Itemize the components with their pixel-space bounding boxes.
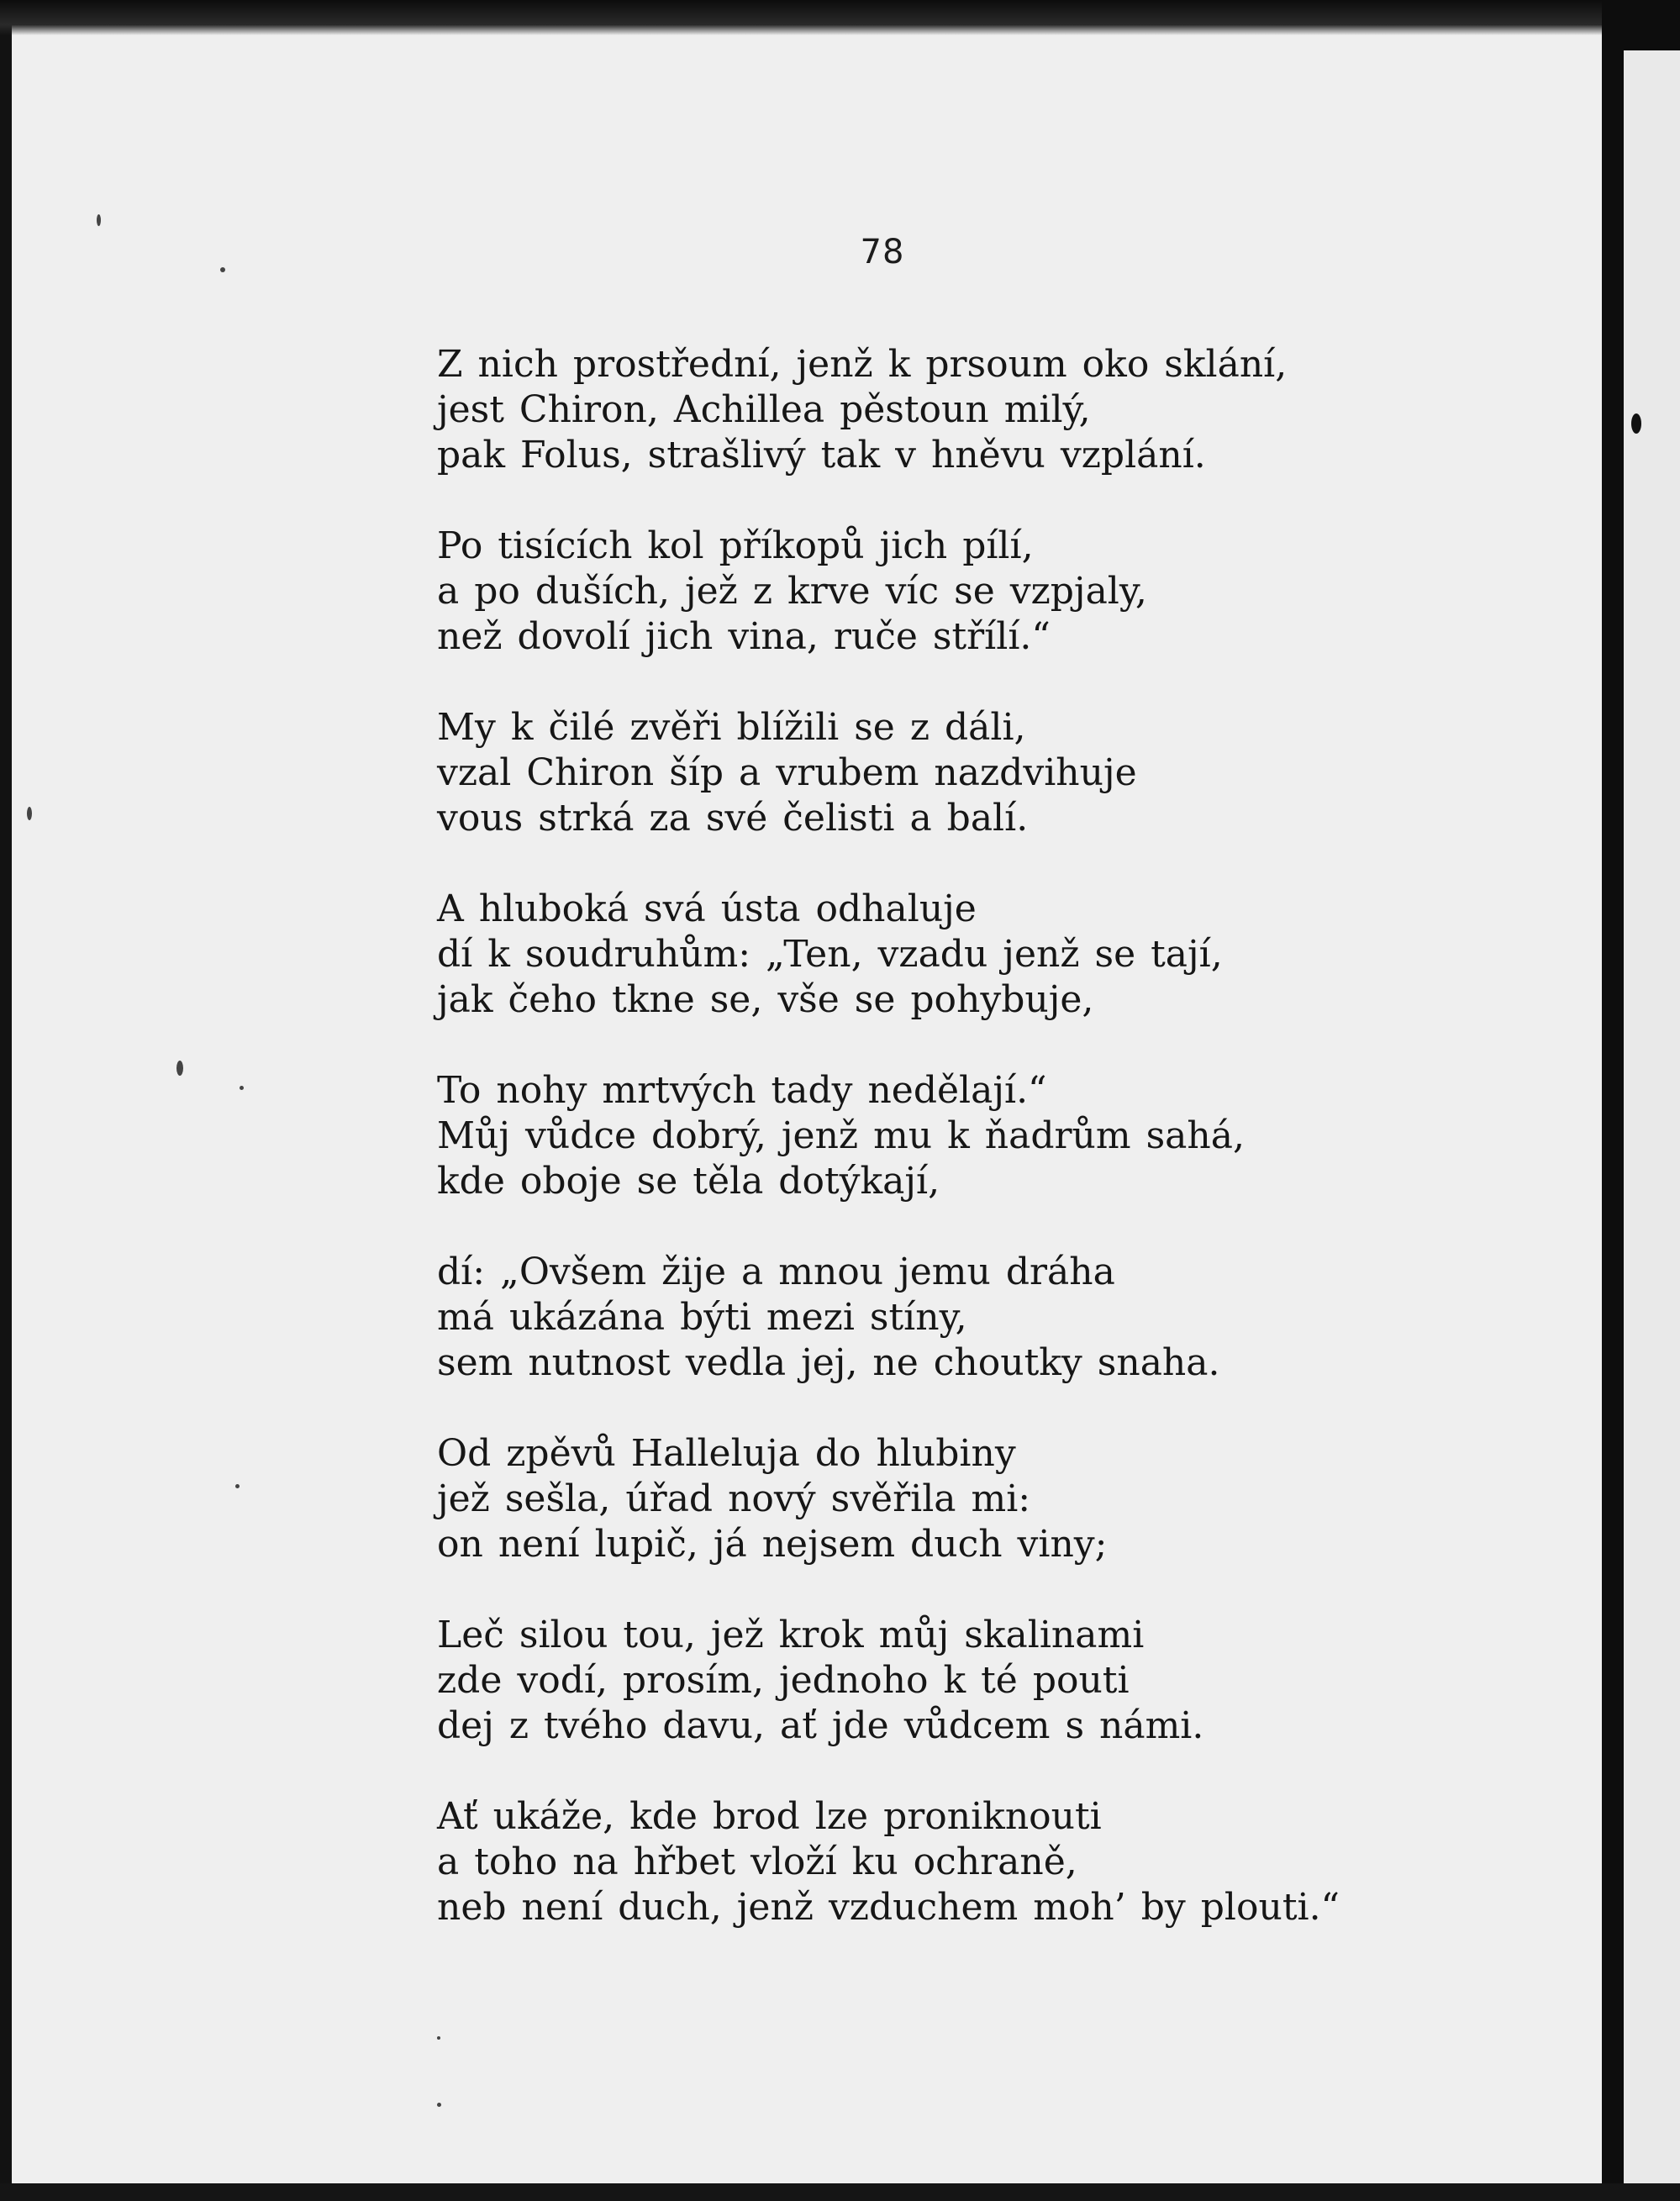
verse-line: To nohy mrtvých tady nedělají.“ <box>437 1069 1047 1112</box>
verse-line: Leč silou tou, jež krok můj skalinami <box>437 1614 1145 1656</box>
verse-line: Po tisících kol příkopů jich pílí, <box>437 524 1034 567</box>
verse-line: a toho na hřbet vloží ku ochraně, <box>437 1840 1077 1883</box>
next-page-strip <box>1624 50 1680 2201</box>
scan-speck <box>176 1061 183 1076</box>
stanza-9 <box>437 1794 1404 1930</box>
scan-speck <box>27 807 32 820</box>
page-number: 78 <box>860 233 905 271</box>
stanza-5 <box>437 1068 1404 1204</box>
verse-line: zde vodí, prosím, jednoho k té pouti <box>437 1659 1130 1702</box>
verse-line: Od zpěvů Halleluja do hlubiny <box>437 1432 1016 1475</box>
verse-line: Ať ukáže, kde brod lze proniknouti <box>437 1795 1102 1838</box>
verse-line: My k čilé zvěři blížili se z dáli, <box>437 706 1026 749</box>
stanza-8 <box>437 1613 1404 1749</box>
verse-line: A hluboká svá ústa odhaluje <box>437 887 977 930</box>
verse-line: vous strká za své čelisti a balí. <box>437 797 1029 840</box>
scan-speck <box>220 267 225 272</box>
stanza-6 <box>437 1250 1404 1386</box>
scan-speck <box>97 214 101 226</box>
verse-line: a po duších, jež z krve víc se vzpjaly, <box>437 570 1147 613</box>
scan-speck <box>235 1484 240 1488</box>
verse-line: jest Chiron, Achillea pěstoun milý, <box>437 388 1091 431</box>
scan-speck <box>1631 413 1641 434</box>
verse-line: dí: „Ovšem žije a mnou jemu dráha <box>437 1251 1115 1293</box>
stanza-7 <box>437 1431 1404 1567</box>
verse-line: pak Folus, strašlivý tak v hněvu vzplání. <box>437 434 1206 477</box>
verse-line: dí k soudruhům: „Ten, vzadu jenž se tají, <box>437 933 1223 976</box>
verse-line: jež sešla, úřad nový svěřila mi: <box>437 1477 1031 1520</box>
stanza-4 <box>437 887 1404 1023</box>
stanza-2 <box>437 524 1404 660</box>
poem-text <box>437 342 1404 1976</box>
scan-speck <box>240 1086 244 1090</box>
verse-line: kde oboje se těla dotýkají, <box>437 1160 940 1203</box>
stanza-1 <box>437 342 1404 478</box>
stanza-3 <box>437 705 1404 841</box>
page-top-edge <box>0 0 1680 35</box>
scan-speck <box>437 2036 440 2040</box>
verse-line: Můj vůdce dobrý, jenž mu k ňadrům sahá, <box>437 1114 1245 1157</box>
scan-speck <box>437 2103 441 2107</box>
verse-line: on není lupič, já nejsem duch viny; <box>437 1523 1108 1566</box>
page-bottom-edge <box>0 2183 1680 2201</box>
verse-line: dej z tvého davu, ať jde vůdcem s námi. <box>437 1704 1204 1747</box>
verse-line: než dovolí jich vina, ruče střílí.“ <box>437 615 1051 658</box>
verse-line: má ukázána býti mezi stíny, <box>437 1296 967 1339</box>
verse-line: vzal Chiron šíp a vrubem nazdvihuje <box>437 751 1137 794</box>
verse-line: sem nutnost vedla jej, ne choutky snaha. <box>437 1341 1220 1384</box>
verse-line: neb není duch, jenž vzduchem moh’ by plouti.“ <box>437 1886 1340 1929</box>
verse-line: jak čeho tkne se, vše se pohybuje, <box>437 978 1094 1021</box>
verse-line: Z nich prostřední, jenž k prsoum oko sklání, <box>437 343 1288 386</box>
